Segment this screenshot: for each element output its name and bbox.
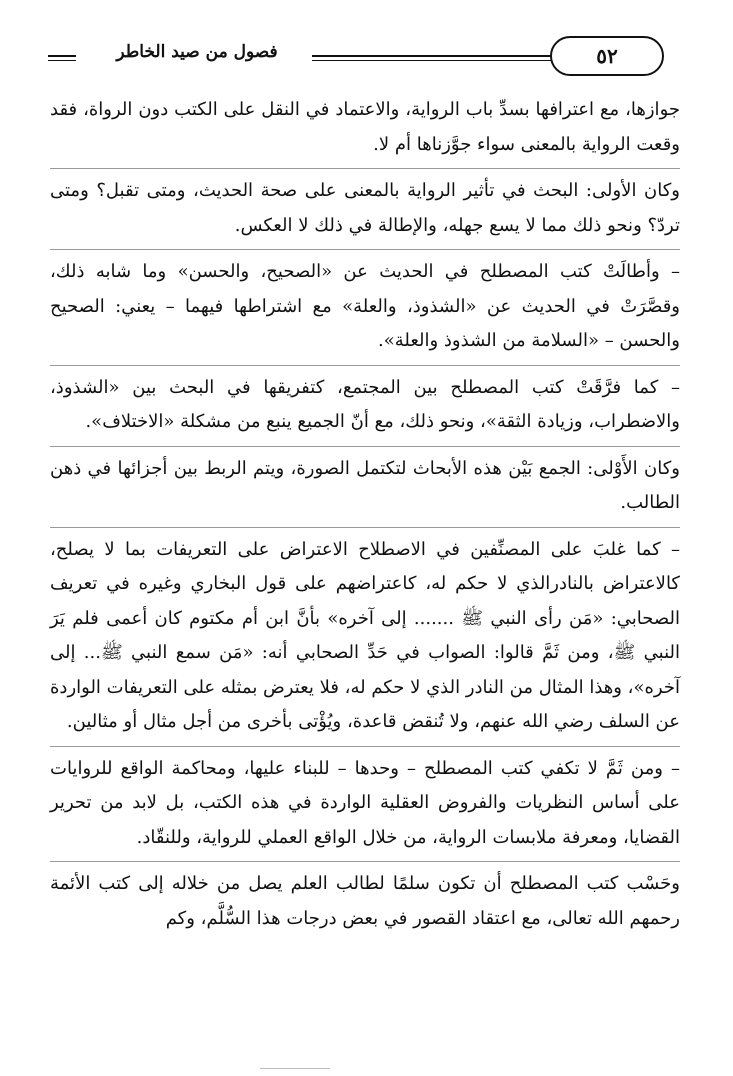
page-number: ٥٢ <box>550 36 664 76</box>
paragraph-divider <box>50 746 680 747</box>
page-header <box>44 36 676 82</box>
paragraph: – وأطالَتْ كتب المصطلح في الحديث عن «الصحيح، والحسن» وما شابه ذلك، وقصَّرَتْ في الحديث عن «الشذوذ، والعلة» مع اشتراطها فيهما – يعني: الصحيح والحسن – «السلامة من الشذوذ والعلة». <box>50 261 680 351</box>
paragraph-divider <box>50 527 680 528</box>
paragraph: – ومن ثَمَّ لا تكفي كتب المصطلح – وحدها – للبناء عليها، ومحاكمة الواقع للروايات على أساس النظريات والفروض العقلية الواردة في هذه الكتب، بل لابد من تحرير القضايا، ومعرفة ملابسات الرواية، من خلال الواقع العملي للرواية، وللنقّاد. <box>50 757 680 848</box>
paragraph-divider <box>50 249 680 250</box>
paragraph: وكان الأولى: البحث في تأثير الرواية بالمعنى على صحة الحديث، ومتى تقبل؟ ومتى تردّ؟ ونحو ذلك مما لا يسع جهله، والإطالة في ذلك لا العكس. <box>50 180 680 236</box>
paragraph: جوازها، مع اعترافها بسدِّ باب الرواية، والاعتماد في النقل على الكتب دون الرواة، فقد وقعت الرواية بالمعنى سواء جوَّزناها أم لا. <box>50 99 680 155</box>
page-body <box>50 93 680 936</box>
paragraph: – كما غلبَ على المصنِّفين في الاصطلاح الاعتراض على التعريفات بما لا يصلح، كالاعتراض بالنادرالذي لا حكم له، كاعتراضهم على قول البخاري وغيره في تعريف الصحابي: «مَن رأى النبي ﷺ ....... إلى آخره» بأنَّ ابن أم مكتوم كان أعمى فلم يَرَ النبي ﷺ، ومن ثَمَّ قالوا: الصواب في حَدِّ الصحابي أنه: «مَن سمع النبي ﷺ... إلى آخره»، وهذا المثال من النادر الذي لا حكم له، فلا يعترض بمثله على التعريفات الواردة عن السلف رضي الله عنهم، ولا تُنقض قاعدة، ويُؤْتى بأخرى من أجل مثال أو مثالين. <box>50 538 680 732</box>
paragraph-divider <box>50 365 680 366</box>
header-rule-long <box>312 55 590 61</box>
paragraph: وكان الأَوْلى: الجمع بَيْن هذه الأبحاث لتكتمل الصورة، ويتم الربط بين أجزائها في ذهن الطالب. <box>50 457 680 513</box>
page-bottom-mark <box>260 1068 330 1069</box>
paragraph-divider <box>50 168 680 169</box>
paragraph-divider <box>50 446 680 447</box>
header-rule-short <box>48 55 76 61</box>
paragraph: وحَسْب كتب المصطلح أن تكون سلمًا لطالب العلم يصل من خلاله إلى كتب الأئمة رحمهم الله تعالى، مع اعتقاد القصور في بعض درجات هذا السُّلَّم، وكم <box>50 873 680 929</box>
paragraph-divider <box>50 861 680 862</box>
paragraph: – كما فرَّقَتْ كتب المصطلح بين المجتمع، كتفريقها في البحث بين «الشذوذ، والاضطراب، وزيادة الثقة»، ونحو ذلك، مع أنّ الجميع ينبع من مشكلة «الاختلاف». <box>50 376 680 432</box>
running-title: فصول من صيد الخاطر <box>116 42 278 62</box>
